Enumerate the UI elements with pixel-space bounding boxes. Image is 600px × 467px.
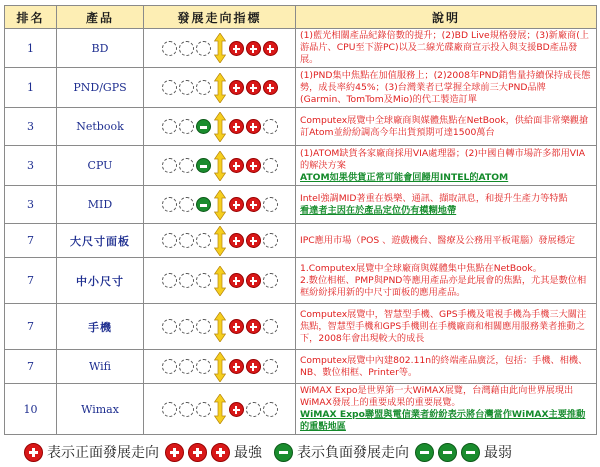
- product-cell: Wimax: [57, 384, 144, 435]
- rank-cell: 3: [5, 186, 57, 224]
- positive-circle-icon: [229, 359, 244, 374]
- positive-circle-icon: [229, 158, 244, 173]
- empty-circle-icon: [162, 359, 177, 374]
- product-cell: CPU: [57, 146, 144, 186]
- positive-circle-icon: [229, 319, 244, 334]
- description-cell: [296, 146, 597, 186]
- table-row: [5, 186, 597, 224]
- trend-indicator-cell: [144, 29, 296, 68]
- description-cell: [296, 258, 597, 304]
- up-down-arrow-icon: [214, 394, 226, 424]
- description-cell: [296, 68, 597, 108]
- empty-circle-icon: [179, 197, 194, 212]
- empty-circle-icon: [263, 197, 278, 212]
- positive-circle-icon: [246, 273, 261, 288]
- positive-circle-icon: [246, 41, 261, 56]
- product-cell: PND/GPS: [57, 68, 144, 108]
- table-row: [5, 350, 597, 384]
- empty-circle-icon: [263, 233, 278, 248]
- rank-cell: 7: [5, 304, 57, 350]
- header-rank: 排名: [5, 6, 57, 29]
- empty-circle-icon: [263, 359, 278, 374]
- table-row: [5, 146, 597, 186]
- up-down-arrow-icon: [214, 151, 226, 181]
- legend-negative-label: 表示負面發展走向: [297, 445, 409, 461]
- empty-circle-icon: [196, 359, 211, 374]
- positive-circle-icon: [229, 233, 244, 248]
- description-text: Computex展覽中全球廠商與媒體焦點在NetBook，供給面非常樂觀搶訂Atom並紛紛調高今年出貨預期可達1500萬台: [300, 114, 589, 138]
- description-note: ATOM如果供貨正常可能會回歸用INTEL的ATOM: [300, 171, 509, 183]
- empty-circle-icon: [179, 273, 194, 288]
- empty-circle-icon: [179, 80, 194, 95]
- rank-cell: 7: [5, 258, 57, 304]
- rank-cell: 3: [5, 108, 57, 146]
- rank-cell: 1: [5, 29, 57, 68]
- up-down-arrow-icon: [214, 73, 226, 103]
- empty-circle-icon: [196, 41, 211, 56]
- description-text: (1)PND集中焦點在加值服務上；(2)2008年PND銷售量持續保持成長態勢，成長率約45%；(3)台灣業者已掌握全球前三大PND品牌(Garmin、TomTom及Mio)的代工製造訂單: [300, 69, 591, 105]
- empty-circle-icon: [263, 119, 278, 134]
- positive-circle-icon: [263, 41, 278, 56]
- empty-circle-icon: [263, 273, 278, 288]
- description-cell: [296, 350, 597, 384]
- description-note: 看達者主因在於產品定位仍有模糊地帶: [300, 204, 457, 216]
- header-trend: 發展走向指標: [144, 6, 296, 29]
- empty-circle-icon: [162, 233, 177, 248]
- positive-circle-icon: [229, 273, 244, 288]
- table-row: [5, 68, 597, 108]
- empty-circle-icon: [263, 319, 278, 334]
- positive-circle-icon: [246, 319, 261, 334]
- description-text: WiMAX Expo是世界第一大WiMAX展覽，台灣藉由此向世界展現出WiMAX發展上的重要成果的重要展覽。: [300, 385, 574, 408]
- empty-circle-icon: [263, 402, 278, 417]
- empty-circle-icon: [162, 158, 177, 173]
- description-cell: [296, 304, 597, 350]
- description-cell: [296, 384, 597, 435]
- rank-cell: 7: [5, 224, 57, 258]
- positive-circle-icon: [211, 443, 230, 462]
- positive-circle-icon: [229, 41, 244, 56]
- table-row: [5, 108, 597, 146]
- up-down-arrow-icon: [214, 266, 226, 296]
- empty-circle-icon: [263, 158, 278, 173]
- description-text: (1)藍光相關產品紀錄倍數的提升；(2)BD Live規格發展；(3)新廠商(上游晶片、CPU至下游PC)以及二線光碟廠商宣示投入與支援BD產品發展。: [300, 30, 589, 65]
- empty-circle-icon: [179, 319, 194, 334]
- description-text: (1)ATOM缺貨各家廠商採用VIA處理器；(2)中國自轉市場許多都用VIA的解決方案: [300, 147, 586, 171]
- empty-circle-icon: [179, 119, 194, 134]
- trend-indicator-cell: [144, 350, 296, 384]
- table-row: [5, 384, 597, 435]
- legend-weakest-label: 最弱: [484, 445, 512, 461]
- header-description: 說明: [296, 6, 597, 29]
- legend-positive-label: 表示正面發展走向: [47, 445, 159, 461]
- up-down-arrow-icon: [214, 352, 226, 382]
- positive-circle-icon: [24, 443, 43, 462]
- empty-circle-icon: [179, 359, 194, 374]
- empty-circle-icon: [162, 319, 177, 334]
- negative-circle-icon: [438, 443, 457, 462]
- description-text: Computex展覽中內建802.11n的終端產品廣泛，包括：手機、相機、NB、數位相框、Printer等。: [300, 354, 588, 378]
- description-text: IPC應用市場（POS 、遊戲機台、醫療及公務用平板電腦）發展穩定: [300, 234, 576, 246]
- description-cell: [296, 186, 597, 224]
- table-body: [5, 29, 597, 435]
- empty-circle-icon: [162, 119, 177, 134]
- negative-circle-icon: [196, 119, 211, 134]
- negative-circle-icon: [415, 443, 434, 462]
- positive-circle-icon: [229, 119, 244, 134]
- trend-indicator-cell: [144, 186, 296, 224]
- rank-cell: 10: [5, 384, 57, 435]
- empty-circle-icon: [179, 233, 194, 248]
- rank-cell: 1: [5, 68, 57, 108]
- negative-circle-icon: [196, 197, 211, 212]
- empty-circle-icon: [246, 402, 261, 417]
- description-cell: [296, 29, 597, 68]
- product-cell: 中小尺寸: [57, 258, 144, 304]
- positive-circle-icon: [229, 197, 244, 212]
- description-cell: [296, 224, 597, 258]
- trend-indicator-cell: [144, 108, 296, 146]
- positive-circle-icon: [246, 197, 261, 212]
- trend-indicator-cell: [144, 224, 296, 258]
- negative-circle-icon: [196, 158, 211, 173]
- empty-circle-icon: [179, 41, 194, 56]
- legend-strongest-label: 最強: [234, 445, 262, 461]
- rank-cell: 3: [5, 146, 57, 186]
- product-cell: BD: [57, 29, 144, 68]
- table-row: [5, 224, 597, 258]
- empty-circle-icon: [162, 197, 177, 212]
- table-row: [5, 258, 597, 304]
- up-down-arrow-icon: [214, 190, 226, 220]
- product-cell: Netbook: [57, 108, 144, 146]
- description-text: Intel強調MID著重在娛樂、通訊、擷取訊息，和提升生產力等特點: [300, 192, 568, 204]
- negative-circle-icon: [461, 443, 480, 462]
- trend-indicator-cell: [144, 258, 296, 304]
- description-cell: [296, 108, 597, 146]
- positive-circle-icon: [246, 80, 261, 95]
- empty-circle-icon: [179, 158, 194, 173]
- positive-circle-icon: [246, 158, 261, 173]
- positive-circle-icon: [246, 119, 261, 134]
- empty-circle-icon: [162, 402, 177, 417]
- up-down-arrow-icon: [214, 312, 226, 342]
- positive-circle-icon: [229, 402, 244, 417]
- empty-circle-icon: [162, 273, 177, 288]
- empty-circle-icon: [196, 273, 211, 288]
- rank-cell: 7: [5, 350, 57, 384]
- positive-circle-icon: [246, 359, 261, 374]
- description-note: WiMAX Expo聯盟與電信業者紛紛表示將台灣當作WiMAX主要推動的重點地區: [300, 409, 586, 432]
- up-down-arrow-icon: [214, 226, 226, 256]
- product-cell: 大尺寸面板: [57, 224, 144, 258]
- positive-circle-icon: [263, 80, 278, 95]
- product-cell: MID: [57, 186, 144, 224]
- positive-circle-icon: [165, 443, 184, 462]
- up-down-arrow-icon: [214, 112, 226, 142]
- description-text: Computex展覽中，智慧型手機、GPS手機及電視手機為手機三大關注焦點，智慧型手機和GPS手機則在手機廠商和相關應用服務業者推動之下，2008年會出現較大的成長: [300, 308, 587, 344]
- trend-table: [4, 5, 597, 435]
- table-row: [5, 29, 597, 68]
- empty-circle-icon: [196, 233, 211, 248]
- empty-circle-icon: [196, 319, 211, 334]
- positive-circle-icon: [229, 80, 244, 95]
- legend: [22, 441, 516, 463]
- empty-circle-icon: [196, 402, 211, 417]
- header-row: [5, 6, 597, 29]
- empty-circle-icon: [162, 80, 177, 95]
- empty-circle-icon: [196, 80, 211, 95]
- product-cell: Wifi: [57, 350, 144, 384]
- trend-indicator-cell: [144, 384, 296, 435]
- trend-indicator-cell: [144, 304, 296, 350]
- positive-circle-icon: [188, 443, 207, 462]
- description-text: 1.Computex展覽中全球廠商與媒體集中焦點在NetBook。 2.數位相框、PMP與PND等應用產品亦是此展會的焦點，尤其是數位相框紛紛採用新的中尺寸面板的應用產品。: [300, 262, 587, 298]
- trend-indicator-cell: [144, 146, 296, 186]
- up-down-arrow-icon: [214, 33, 226, 63]
- table-row: [5, 304, 597, 350]
- negative-circle-icon: [274, 443, 293, 462]
- header-product: 產品: [57, 6, 144, 29]
- empty-circle-icon: [162, 41, 177, 56]
- positive-circle-icon: [246, 233, 261, 248]
- product-cell: 手機: [57, 304, 144, 350]
- trend-indicator-cell: [144, 68, 296, 108]
- empty-circle-icon: [179, 402, 194, 417]
